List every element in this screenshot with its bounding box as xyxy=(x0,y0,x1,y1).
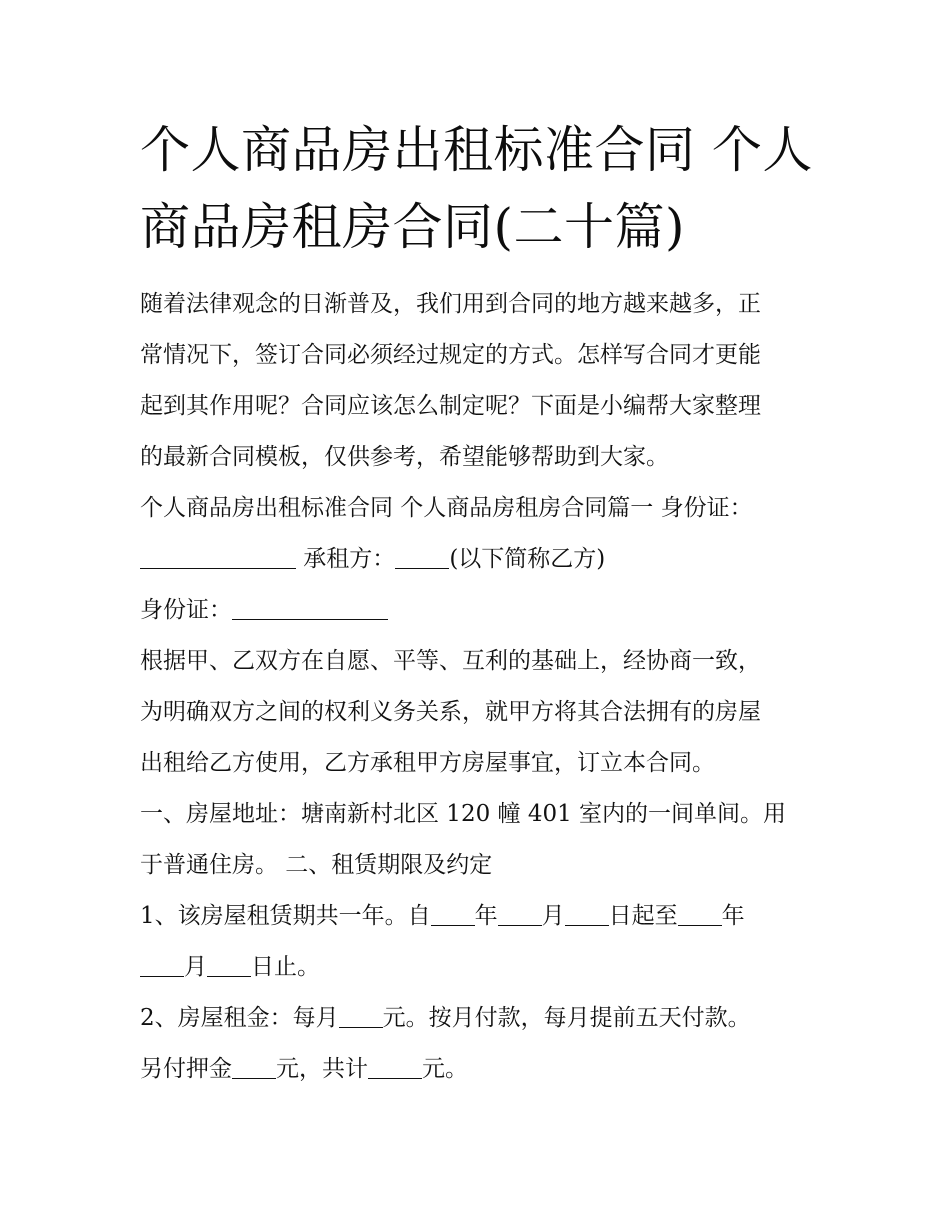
term-from-label: 日起至 xyxy=(608,903,678,929)
deposit-line xyxy=(140,1044,820,1095)
preamble-line-1: 根据甲、乙双方在自愿、平等、互利的基础上，经协商一致， xyxy=(140,648,761,674)
intro-line-1: 随着法律观念的日渐普及，我们用到合同的地方越来越多，正 xyxy=(140,291,761,317)
blank-deposit xyxy=(232,1058,276,1079)
blank-start-month xyxy=(498,905,542,926)
clause-1-line-2: 于普通住房。 二、租赁期限及约定 xyxy=(140,852,493,878)
document-body xyxy=(140,279,820,1095)
blank-end-month xyxy=(140,956,184,977)
id-label: 身份证： xyxy=(140,597,232,623)
preamble-line-2: 为明确双方之间的权利义务关系，就甲方将其合法拥有的房屋 xyxy=(140,699,761,725)
blank-end-day xyxy=(207,956,251,977)
intro-line-3: 起到其作用呢？合同应该怎么制定呢？下面是小编帮大家整理 xyxy=(140,393,761,419)
deposit-total-label: 元，共计 xyxy=(276,1056,368,1082)
tenant-id-line xyxy=(140,585,820,636)
term-line-2 xyxy=(140,942,820,993)
term-end-year-label: 年 xyxy=(721,903,745,929)
blank-start-day xyxy=(565,905,609,926)
blank-start-year xyxy=(431,905,475,926)
blank-monthly-rent xyxy=(339,1007,383,1028)
tenant-line xyxy=(140,534,820,585)
term-month-label: 月 xyxy=(541,903,565,929)
term-line-1 xyxy=(140,891,820,942)
term-to-label: 日止。 xyxy=(251,954,320,980)
intro-line-4: 的最新合同模板，仅供参考，希望能够帮助到大家。 xyxy=(140,444,669,470)
rent-line xyxy=(140,993,820,1044)
term-end-month-label: 月 xyxy=(184,954,207,980)
term-year-label: 年 xyxy=(474,903,498,929)
preamble-line-3: 出租给乙方使用，乙方承租甲方房屋事宜，订立本合同。 xyxy=(140,750,715,776)
tenant-label: 承租方： xyxy=(296,546,396,572)
title-line-1: 个人商品房出租标准合同 个人 xyxy=(140,121,813,179)
clause-1-line-1: 一、房屋地址：塘南新村北区 120 幢 401 室内的一间单间。用 xyxy=(140,801,787,827)
tenant-suffix: (以下简称乙方) xyxy=(449,546,606,572)
rent-terms: 元。按月付款，每月提前五天付款。 xyxy=(382,1005,751,1031)
term-intro: 1、该房屋租赁期共一年。自 xyxy=(140,903,431,929)
deposit-label: 另付押金 xyxy=(140,1056,232,1082)
blank-tenant-name xyxy=(395,548,449,569)
blank-tenant-id xyxy=(232,599,388,620)
blank-end-year xyxy=(678,905,722,926)
rent-label: 2、房屋租金：每月 xyxy=(140,1005,339,1031)
contract-heading-line: 个人商品房出租标准合同 个人商品房租房合同篇一 身份证： xyxy=(140,495,753,521)
document-title xyxy=(140,112,820,266)
intro-line-2: 常情况下，签订合同必须经过规定的方式。怎样写合同才更能 xyxy=(140,342,761,368)
title-line-2: 商品房租房合同(二十篇) xyxy=(140,198,686,256)
blank-total xyxy=(368,1058,422,1079)
deposit-unit: 元。 xyxy=(422,1056,468,1082)
blank-landlord-id xyxy=(140,548,296,569)
